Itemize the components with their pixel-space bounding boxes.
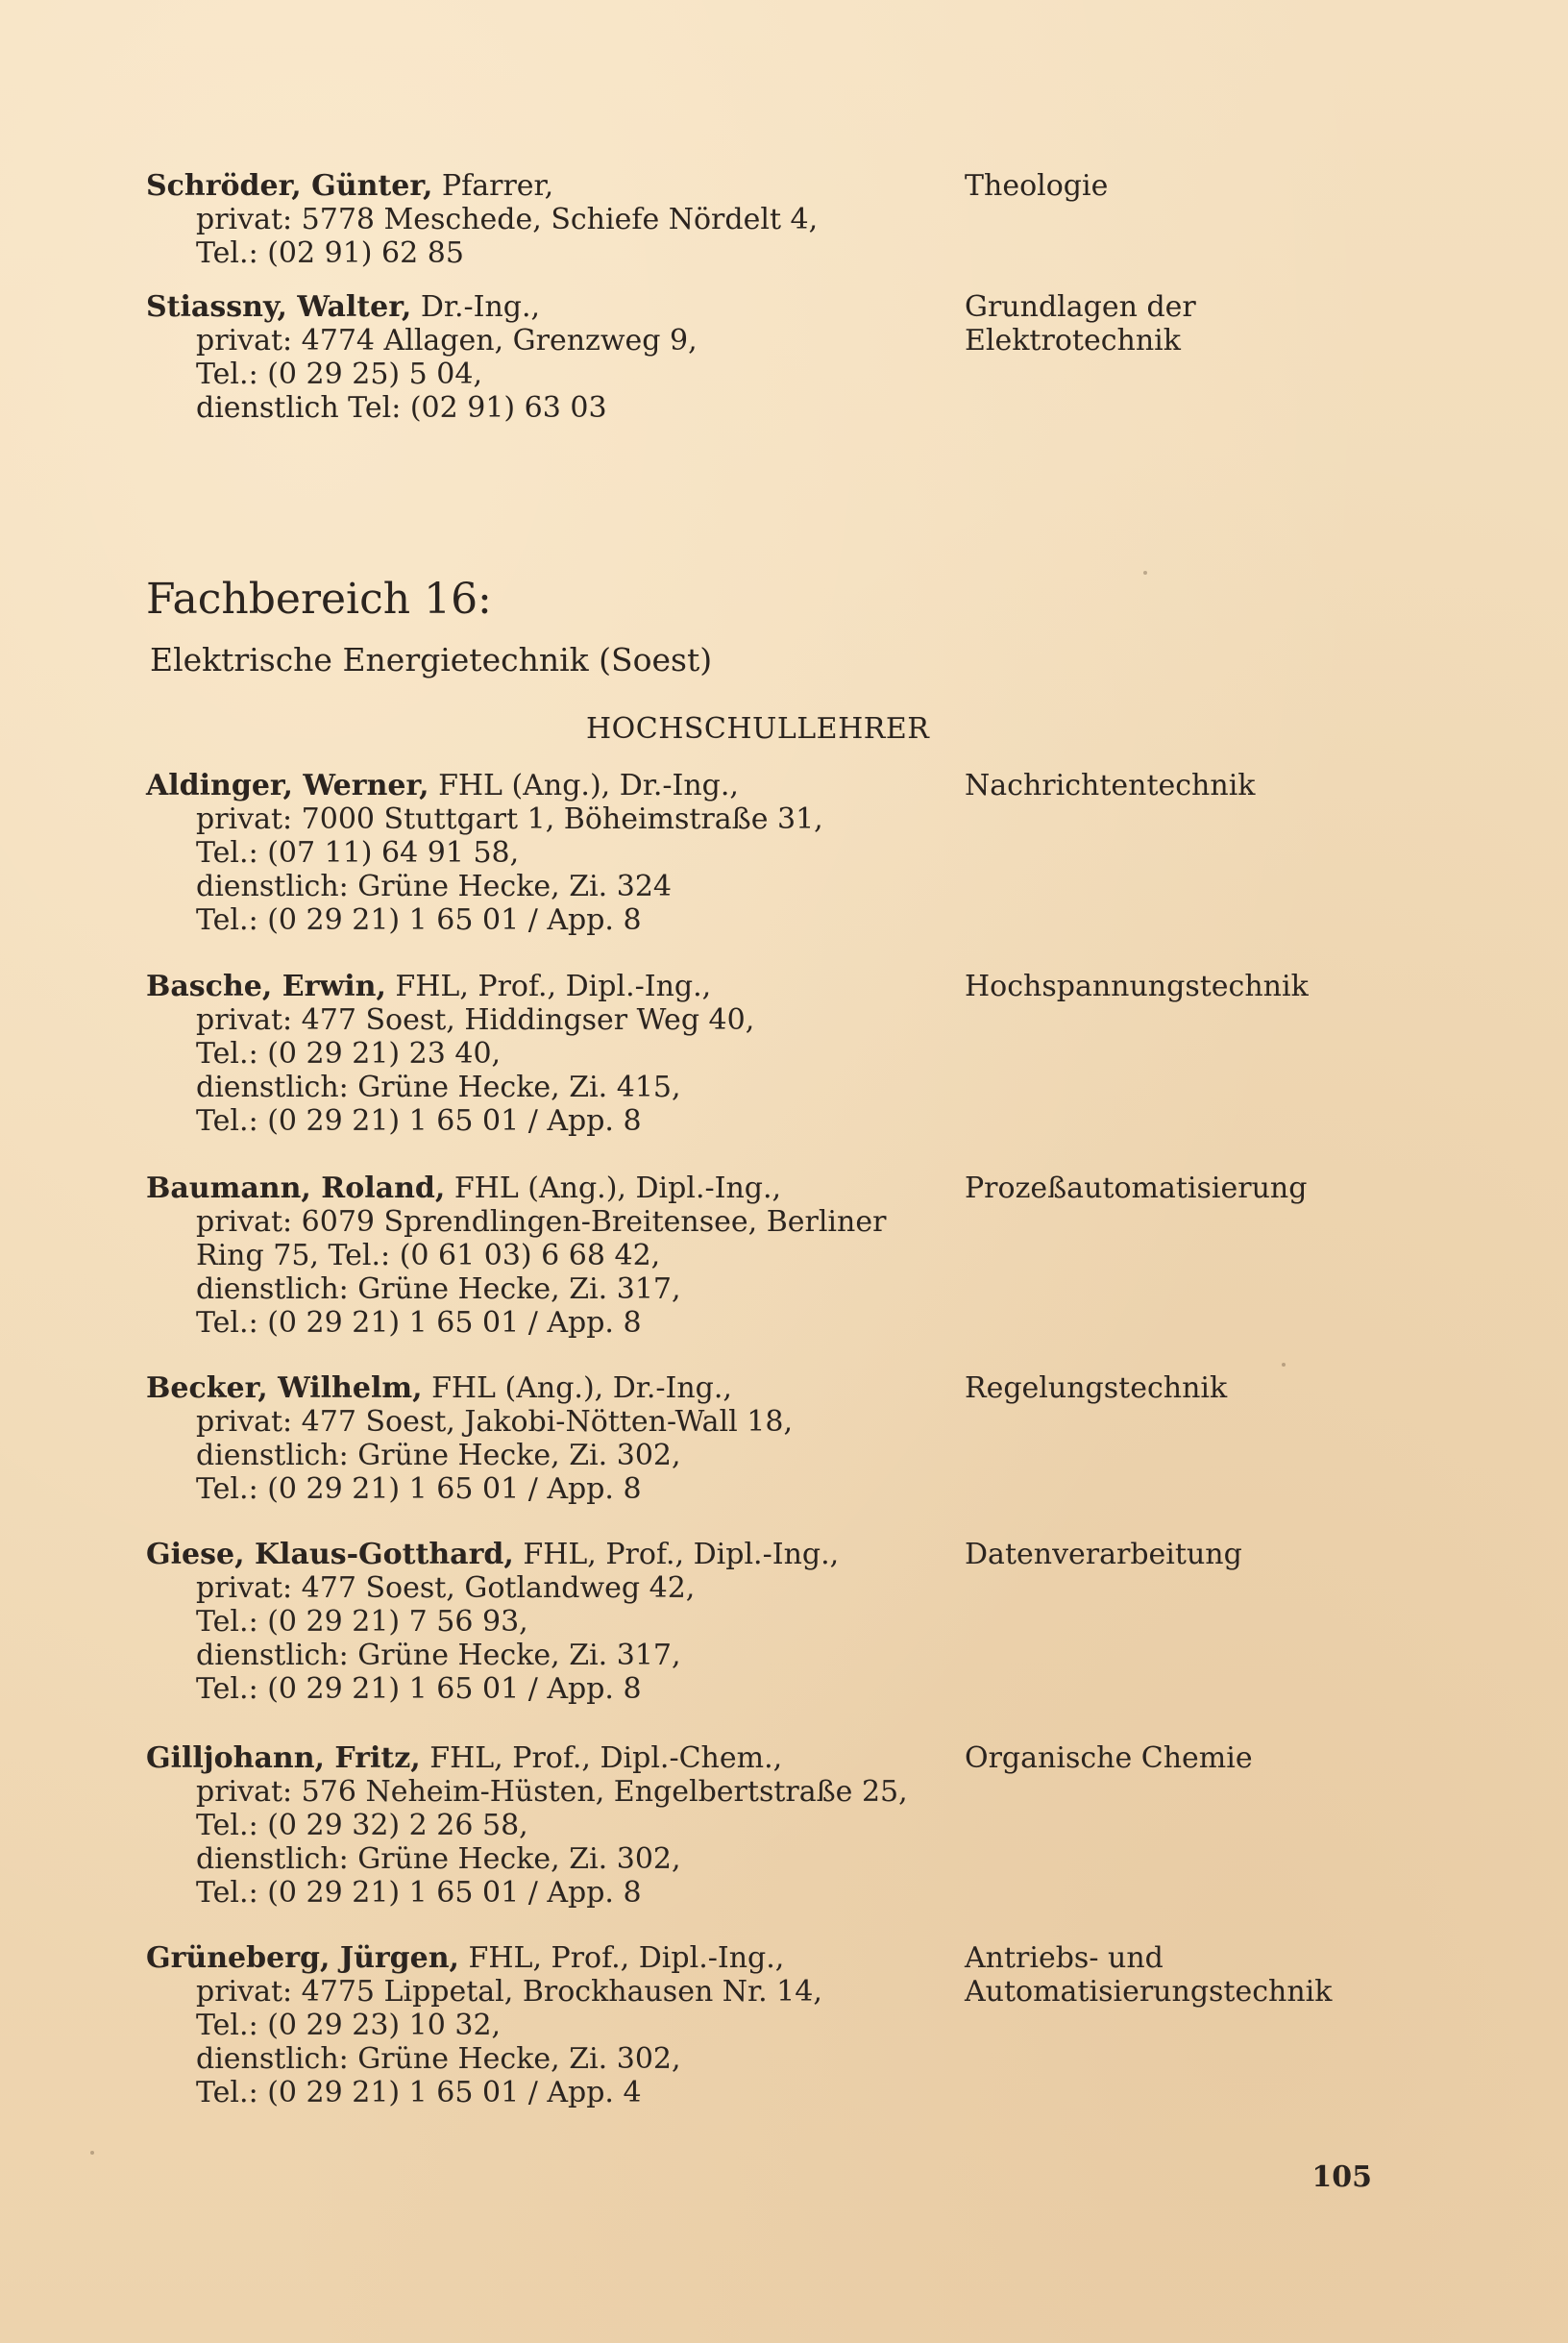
entry-line: privat: 477 Soest, Jakobi-Nötten-Wall 18, (196, 1405, 793, 1439)
entry-line: Tel.: (0 29 25) 5 04, (196, 358, 482, 391)
entry-name: Basche, Erwin, (146, 970, 386, 1003)
entry-becker (146, 1371, 924, 1506)
entry-line: Tel.: (0 29 21) 1 65 01 / App. 8 (196, 1104, 642, 1138)
entry-title: FHL, Prof., Dipl.-Ing., (513, 1538, 840, 1571)
entry-stiassny (146, 290, 924, 425)
entry-name: Becker, Wilhelm, (146, 1371, 423, 1405)
entry-line: Tel.: (0 29 21) 7 56 93, (196, 1605, 528, 1639)
entry-title: FHL (Ang.), Dr.-Ing., (422, 1371, 732, 1405)
entry-line: Tel.: (07 11) 64 91 58, (196, 836, 520, 870)
subject-line: Theologie (965, 169, 1109, 203)
entry-name: Aldinger, Werner, (146, 769, 429, 802)
entry-title: Pfarrer, (432, 169, 554, 203)
entry-title: FHL (Ang.), Dr.-Ing., (429, 769, 739, 802)
subject-becker (965, 1371, 1368, 1405)
subject-baumann (965, 1172, 1368, 1205)
subject-line: Prozeßautomatisierung (965, 1172, 1308, 1205)
subject-line: Nachrichtentechnik (965, 769, 1256, 802)
entry-name: Schröder, Günter, (146, 169, 433, 203)
entry-aldinger (146, 769, 924, 937)
entry-line: privat: 477 Soest, Gotlandweg 42, (196, 1571, 696, 1605)
subject-line: Grundlagen der (965, 290, 1196, 324)
entry-line: privat: 4775 Lippetal, Brockhausen Nr. 14, (196, 1975, 822, 2009)
entry-title: FHL, Prof., Dipl.-Ing., (385, 970, 712, 1003)
subject-stiassny (965, 290, 1368, 358)
entry-line: Tel.: (0 29 23) 10 32, (196, 2009, 502, 2042)
entry-line: Tel.: (02 91) 62 85 (196, 236, 464, 270)
entry-line: Tel.: (0 29 21) 1 65 01 / App. 8 (196, 903, 642, 937)
entry-name: Gilljohann, Fritz, (146, 1741, 421, 1775)
entry-name: Giese, Klaus-Gotthard, (146, 1538, 514, 1571)
entry-line: dienstlich: Grüne Hecke, Zi. 317, (196, 1639, 681, 1672)
entry-line: privat: 576 Neheim-Hüsten, Engelbertstraße 25, (196, 1775, 908, 1809)
subject-basche (965, 970, 1368, 1003)
subject-line: Organische Chemie (965, 1741, 1253, 1775)
section-subtitle: Elektrische Energietechnik (Soest) (150, 641, 713, 678)
entry-line: Ring 75, Tel.: (0 61 03) 6 68 42, (196, 1239, 661, 1272)
paper-speck (90, 2151, 94, 2155)
entry-name: Stiassny, Walter, (146, 290, 412, 324)
entry-title: FHL, Prof., Dipl.-Ing., (459, 1941, 785, 1975)
entry-line: Tel.: (0 29 32) 2 26 58, (196, 1809, 528, 1842)
paper-speck (1282, 1363, 1286, 1367)
entry-line: dienstlich Tel: (02 91) 63 03 (196, 391, 607, 425)
paper-speck (1143, 571, 1147, 575)
entry-line: privat: 6079 Sprendlingen-Breitensee, Berliner (196, 1205, 887, 1239)
entry-line: dienstlich: Grüne Hecke, Zi. 302, (196, 1842, 681, 1876)
entry-title: FHL (Ang.), Dipl.-Ing., (445, 1172, 782, 1205)
entry-line: Tel.: (0 29 21) 1 65 01 / App. 8 (196, 1472, 642, 1506)
entry-line: Tel.: (0 29 21) 1 65 01 / App. 4 (196, 2076, 642, 2109)
subject-line: Regelungstechnik (965, 1371, 1228, 1405)
subject-line: Hochspannungstechnik (965, 970, 1309, 1003)
group-heading: HOCHSCHULLEHRER (586, 712, 930, 746)
subject-line: Datenverarbeitung (965, 1538, 1242, 1571)
entry-baumann (146, 1172, 924, 1340)
entry-line: dienstlich: Grüne Hecke, Zi. 415, (196, 1071, 681, 1104)
subject-giese (965, 1538, 1368, 1571)
entry-line: privat: 4774 Allagen, Grenzweg 9, (196, 324, 698, 358)
section-title: Fachbereich 16: (146, 575, 492, 624)
subject-grueneberg (965, 1941, 1368, 2009)
entry-line: Tel.: (0 29 21) 1 65 01 / App. 8 (196, 1876, 642, 1910)
subject-line: Elektrotechnik (965, 324, 1181, 358)
entry-title: Dr.-Ing., (411, 290, 541, 324)
entry-line: Tel.: (0 29 21) 1 65 01 / App. 8 (196, 1672, 642, 1706)
entry-schroeder (146, 169, 924, 270)
entry-line: Tel.: (0 29 21) 1 65 01 / App. 8 (196, 1306, 642, 1340)
entry-basche (146, 970, 924, 1138)
entry-line: dienstlich: Grüne Hecke, Zi. 324 (196, 870, 673, 903)
entry-title: FHL, Prof., Dipl.-Chem., (420, 1741, 783, 1775)
subject-line: Antriebs- und (965, 1941, 1164, 1975)
entry-line: Tel.: (0 29 21) 23 40, (196, 1037, 502, 1071)
entry-line: privat: 477 Soest, Hiddingser Weg 40, (196, 1003, 755, 1037)
subject-schroeder (965, 169, 1368, 203)
entry-grueneberg (146, 1941, 924, 2109)
entry-line: dienstlich: Grüne Hecke, Zi. 302, (196, 1439, 681, 1472)
page-number: 105 (1311, 2160, 1372, 2194)
entry-line: privat: 7000 Stuttgart 1, Böheimstraße 31, (196, 802, 823, 836)
entry-giese (146, 1538, 924, 1706)
subject-aldinger (965, 769, 1368, 802)
entry-name: Baumann, Roland, (146, 1172, 446, 1205)
subject-line: Automatisierungstechnik (965, 1975, 1333, 2009)
entry-gilljohann (146, 1741, 924, 1910)
entry-line: privat: 5778 Meschede, Schiefe Nördelt 4, (196, 203, 819, 236)
entry-line: dienstlich: Grüne Hecke, Zi. 302, (196, 2042, 681, 2076)
entry-line: dienstlich: Grüne Hecke, Zi. 317, (196, 1272, 681, 1306)
subject-gilljohann (965, 1741, 1368, 1775)
entry-name: Grüneberg, Jürgen, (146, 1941, 460, 1975)
